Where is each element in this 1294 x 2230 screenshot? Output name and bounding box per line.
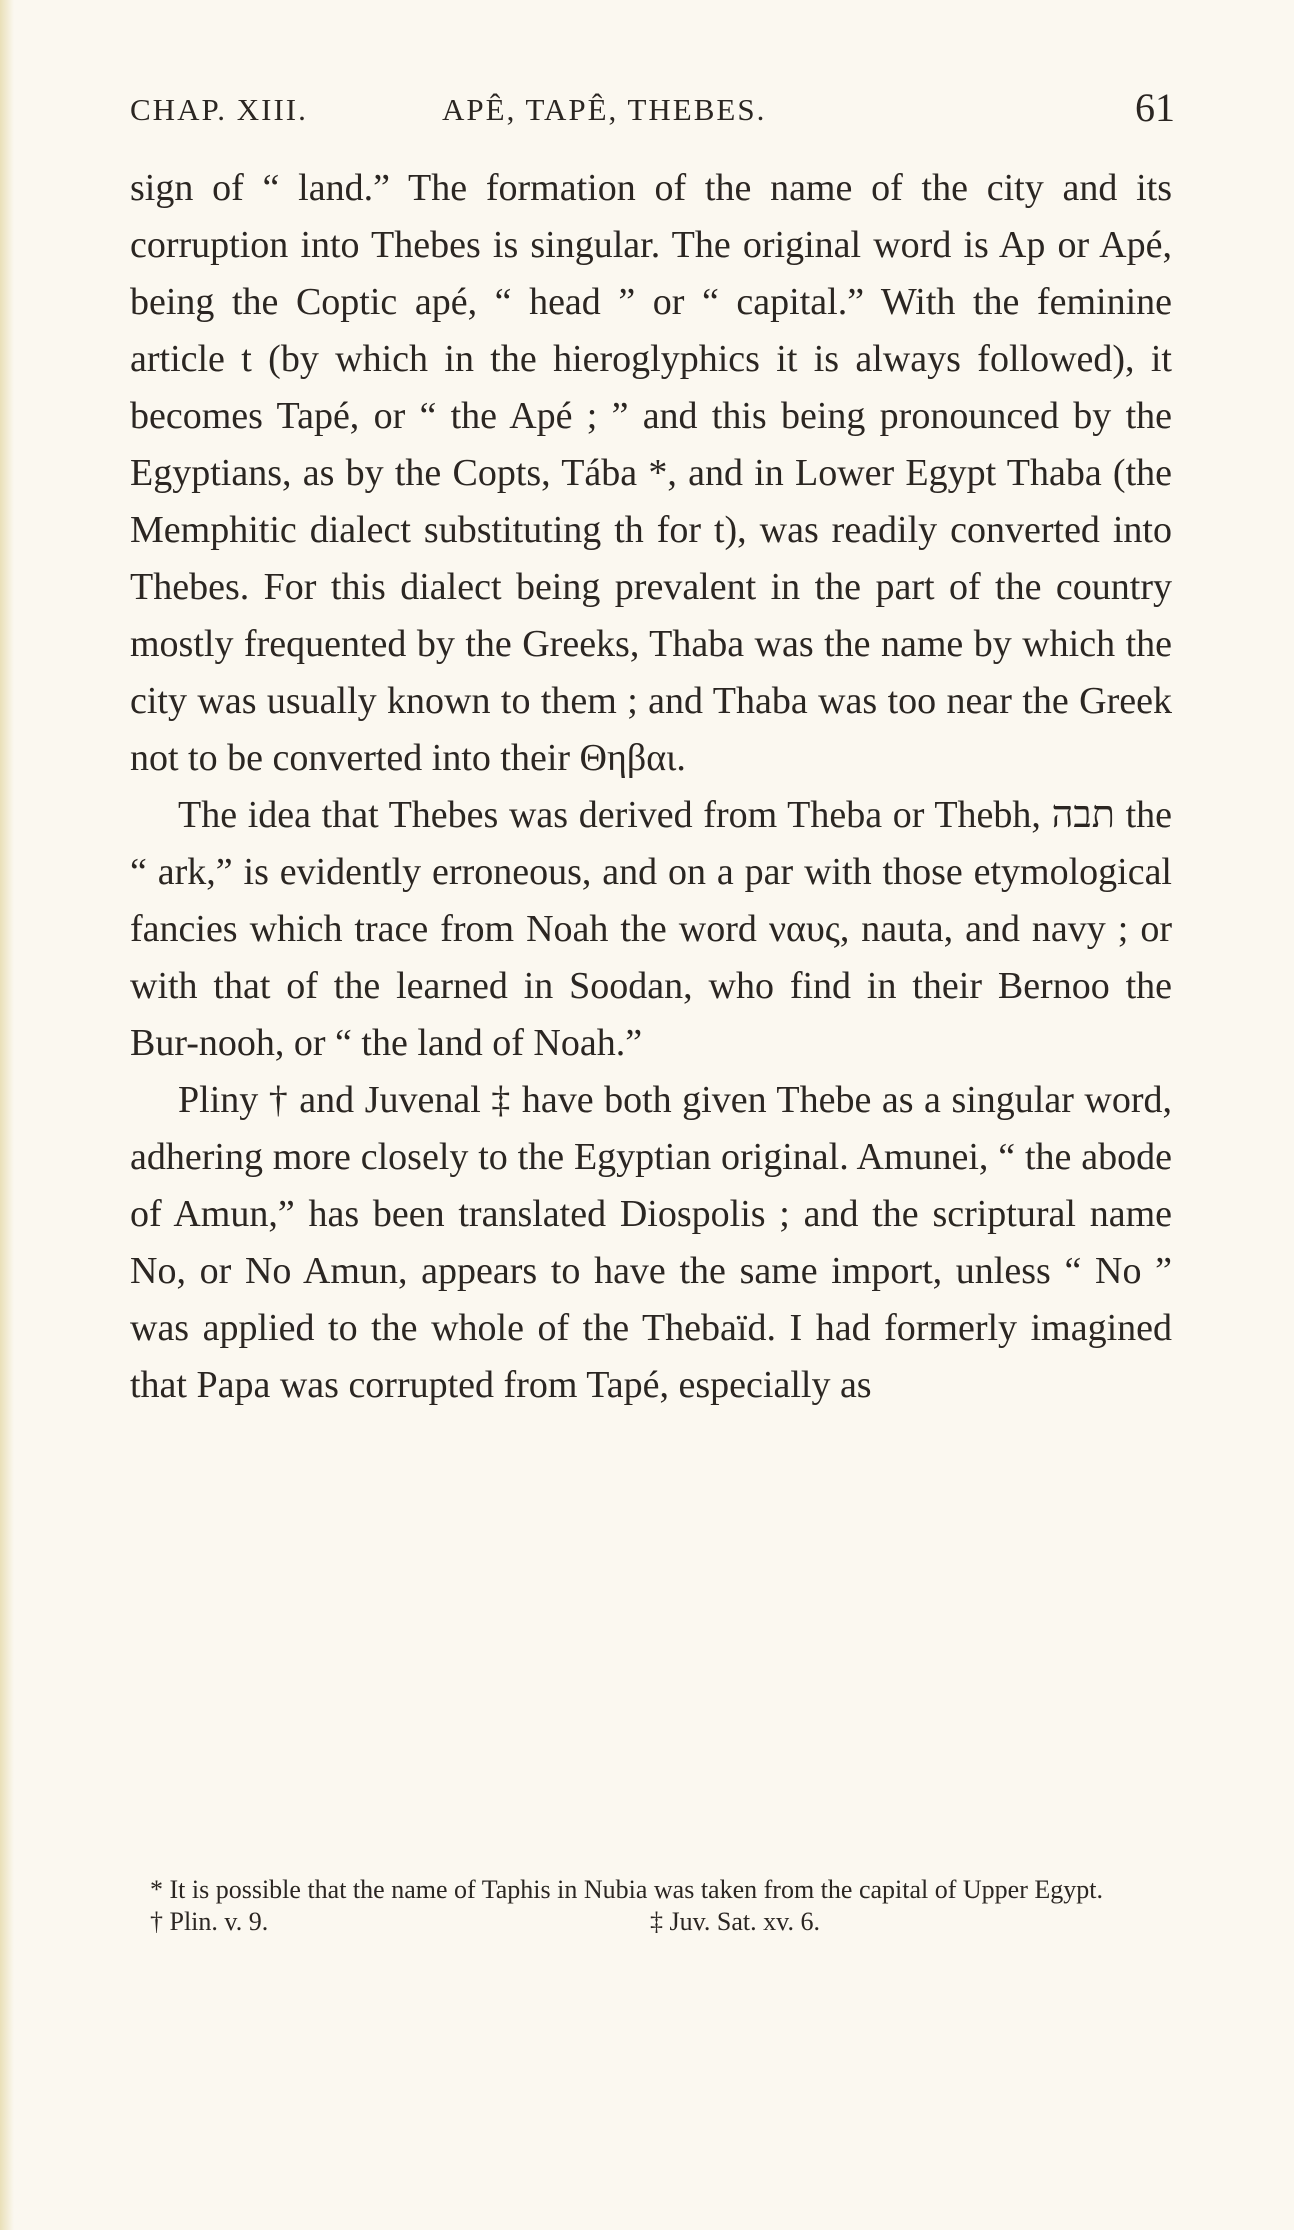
chapter-label: CHAP. XIII. [130,92,308,127]
footnote-star: * It is possible that the name of Taphis in Nubia was taken from the capital of Upper Egypt. [150,1875,1103,1904]
footnotes [130,1874,1172,1940]
running-head [130,84,1175,134]
footnote-row [130,1906,1172,1940]
footnote-dagger: † Plin. v. 9. [150,1907,269,1936]
page-gutter-shadow [0,0,14,2230]
body-text [130,160,1172,1414]
footnote-double-dagger: ‡ Juv. Sat. xv. 6. [650,1907,820,1936]
paragraph-2: The idea that Thebes was derived from Theba or Thebh, תבה the “ ark,” is evidently erroneous, and on a par with those etymological fancies which trace from Noah the word ναυς, nauta, and navy ; or with that of the learned in Soodan, who find in their Bernoo the Bur-nooh, or “ the land of Noah.” [130,794,1172,1064]
running-title: APÊ, TAPÊ, THEBES. [442,92,767,127]
paragraph-1: sign of “ land.” The formation of the name of the city and its corruption into Thebes is singular. The original word is Ap or Apé, being the Coptic apé, “ head ” or “ capital.” With the feminine article t (by which in the hieroglyphics it is always followed), it becomes Tapé, or “ the Apé ; ” and this being pronounced by the Egyptians, as by the Copts, Tába *, and in Lower Egypt Thaba (the Memphitic dialect substituting th for t), was readily converted into Thebes. For this dialect being prevalent in the part of the country mostly frequented by the Greeks, Thaba was the name by which the city was usually known to them ; and Thaba was too near the Greek not to be converted into their Θηβαι. [130,167,1172,779]
page-number: 61 [1135,85,1175,130]
paragraph-3: Pliny † and Juvenal ‡ have both given Thebe as a singular word, adhering more closely to the Egyptian original. Amunei, “ the abode of Amun,” has been translated Diospolis ; and the scriptural name No, or No Amun, appears to have the same import, unless “ No ” was applied to the whole of the Thebaïd. I had formerly imagined that Papa was corrupted from Tapé, especially as [130,1079,1172,1406]
